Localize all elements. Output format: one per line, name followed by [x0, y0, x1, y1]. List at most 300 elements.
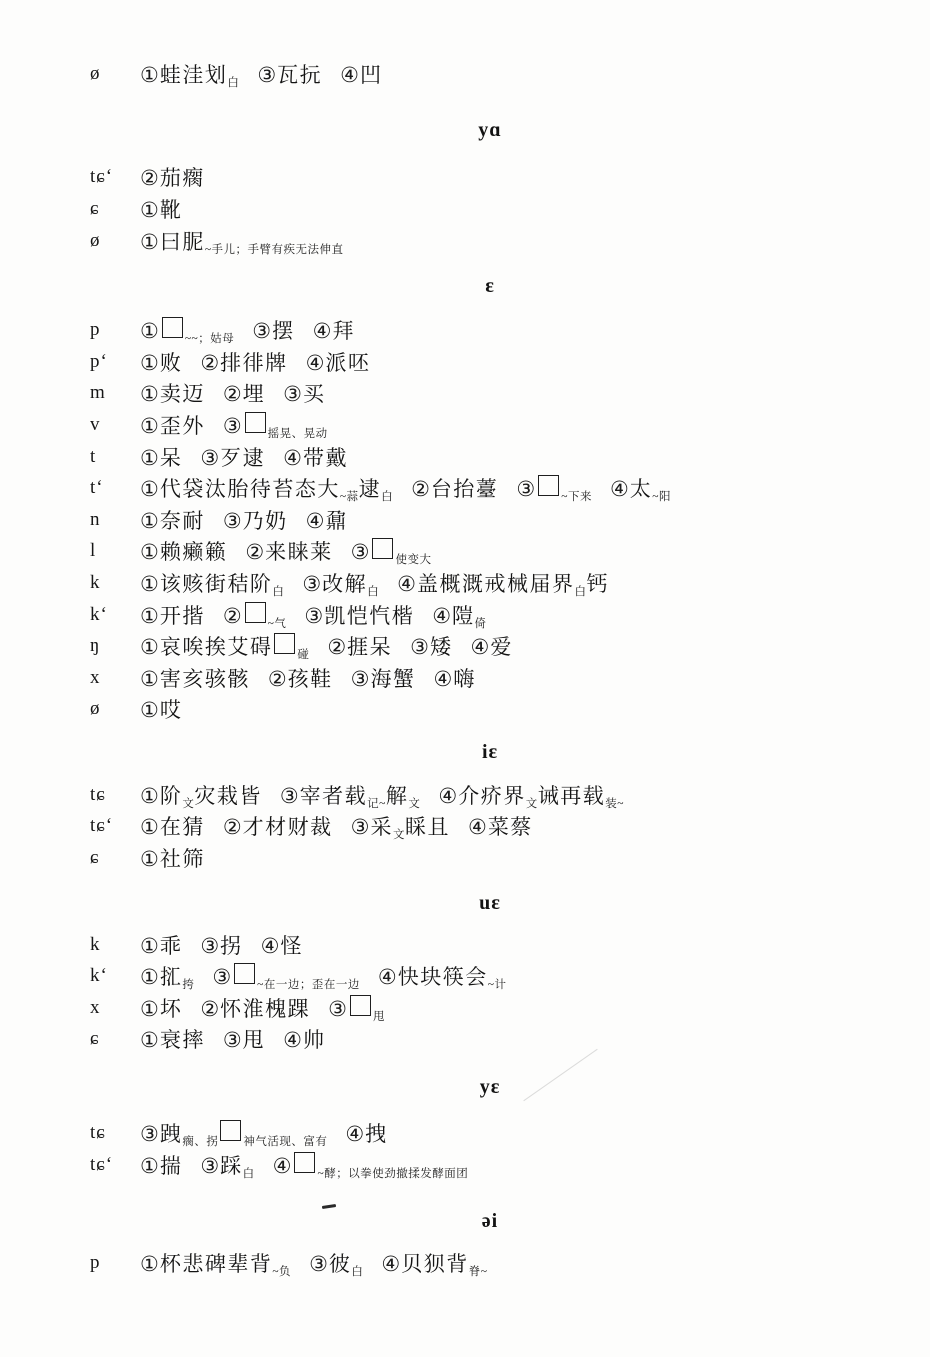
- tone-number: ①: [140, 477, 159, 502]
- entry-annotation: 神气活现、富有: [243, 1136, 328, 1149]
- tone-entry: [313, 315, 355, 345]
- initial-label: tʻ: [90, 477, 104, 499]
- entry-row: [90, 193, 890, 225]
- entry-characters: 灾栽皆: [194, 783, 262, 808]
- tone-number: ③: [350, 815, 370, 840]
- tone-number: ④: [381, 1252, 401, 1277]
- tone-entry: [140, 410, 205, 440]
- entry-characters: 矮: [429, 635, 453, 660]
- tone-number: ③: [200, 445, 220, 470]
- initial-label: k: [90, 933, 101, 955]
- initial-label: tɕ: [90, 783, 106, 805]
- tone-entry: [223, 811, 333, 841]
- tone-entry: [140, 162, 205, 192]
- tone-entry: [140, 568, 284, 598]
- entry-row: [90, 378, 890, 410]
- tone-entry: [432, 600, 486, 630]
- entry-annotation: 白: [381, 491, 394, 504]
- tone-entry: [140, 930, 182, 960]
- entry-row: [90, 409, 890, 441]
- entry-row: [90, 960, 890, 992]
- entry-annotation: 使变大: [395, 554, 432, 567]
- entry-annotation: 挎: [182, 979, 195, 992]
- tone-number: ③: [222, 508, 242, 533]
- initial-label: tɕʻ: [90, 815, 114, 837]
- entry-characters: 害亥骇骸: [159, 666, 250, 691]
- entry-annotation: 白: [351, 1266, 364, 1279]
- undetermined-character-box: [294, 1152, 315, 1173]
- entry-characters: 揣: [159, 1153, 183, 1178]
- undetermined-character-box: [234, 963, 255, 984]
- entry-characters: 排徘牌: [220, 350, 288, 375]
- entry-row: [90, 779, 890, 811]
- tone-number: ①: [140, 382, 159, 407]
- tone-entry: [140, 663, 250, 693]
- tone-number: ④: [438, 783, 458, 808]
- entry-characters: 怪: [280, 933, 303, 958]
- entry-annotation: 文: [392, 829, 405, 842]
- tone-entry: [283, 378, 325, 408]
- tone-number: ①: [140, 1153, 159, 1178]
- initial-label: ɕ: [90, 197, 100, 219]
- tone-entry: [306, 347, 371, 377]
- tone-number: ①: [140, 319, 159, 344]
- tone-number: ④: [432, 603, 452, 628]
- tone-entry: [140, 1150, 182, 1180]
- entry-characters: 买: [302, 382, 326, 407]
- initial-label: x: [90, 996, 101, 1018]
- entry-characters: 改解: [322, 571, 368, 596]
- undetermined-character-box: [220, 1120, 241, 1141]
- entry-row: [90, 599, 890, 631]
- entry-characters: 衰摔: [159, 1028, 205, 1053]
- tone-entry: [252, 315, 294, 345]
- tone-entry: [410, 631, 452, 661]
- tone-number: ①: [140, 666, 159, 691]
- entry-row: [90, 162, 890, 194]
- tone-number: ③: [200, 1153, 220, 1178]
- tone-entry: [140, 317, 235, 346]
- entry-annotation: ~气: [267, 617, 287, 630]
- entry-characters: 哀唉挨艾碍: [159, 635, 273, 660]
- entry-characters: 败: [159, 350, 183, 375]
- tone-number: ④: [609, 477, 629, 502]
- entry-row: [90, 630, 890, 662]
- entry-annotation: 白: [574, 585, 587, 598]
- entry-characters: 嗨: [453, 666, 476, 691]
- entry-characters: 盖概溉戒械届界: [416, 571, 575, 596]
- tone-number: ③: [283, 382, 302, 407]
- tone-number: ①: [140, 635, 159, 660]
- tone-number: ③: [328, 996, 347, 1021]
- tone-number: ①: [140, 350, 159, 375]
- entry-characters: 开揩: [159, 603, 205, 628]
- tone-number: ①: [140, 229, 159, 254]
- entry-annotation: ~阳: [652, 491, 672, 504]
- entry-annotation: ~酵；以拳使劲撤揉发酵面团: [317, 1167, 469, 1180]
- tone-number: ④: [470, 635, 490, 660]
- entry-characters: 孩鞋: [287, 666, 333, 691]
- entry-characters: 跩: [159, 1122, 183, 1147]
- tone-entry: [304, 600, 414, 630]
- entry-annotation: 脊~: [468, 1266, 488, 1279]
- tone-entry: [283, 1024, 325, 1054]
- tone-entry: [350, 538, 432, 567]
- entry-characters: 曰胒: [159, 229, 205, 254]
- tone-entry: [140, 1024, 205, 1054]
- entry-row: [90, 225, 890, 257]
- tone-entry: [302, 568, 379, 598]
- entry-characters: 来睐莱: [265, 540, 333, 565]
- initial-label: tɕʻ: [90, 166, 114, 188]
- tone-entry: [140, 442, 182, 472]
- tone-number: ②: [267, 666, 287, 691]
- entry-annotation: ~在一边；歪在一边: [257, 979, 360, 992]
- tone-entry: [140, 961, 194, 991]
- tone-number: ④: [397, 571, 416, 596]
- initial-label: x: [90, 666, 101, 688]
- tone-number: ③: [257, 62, 277, 87]
- entry-characters: 呆: [159, 445, 183, 470]
- entry-row: [90, 441, 890, 473]
- entry-row: [90, 694, 890, 726]
- tone-number: ④: [377, 965, 397, 990]
- entry-row: [90, 842, 890, 874]
- tone-entry: [345, 1118, 387, 1148]
- tone-entry: [140, 473, 393, 503]
- initial-label: pʻ: [90, 350, 108, 372]
- entry-characters: 杯悲碑辈背: [159, 1252, 273, 1277]
- tone-entry: [223, 378, 265, 408]
- entry-characters: 帅: [302, 1028, 326, 1053]
- tone-entry: [140, 993, 182, 1023]
- entry-characters: 拐: [220, 933, 243, 958]
- entry-characters: 采: [370, 815, 393, 840]
- undetermined-character-box: [538, 475, 559, 496]
- entry-characters: 赖癞籁: [159, 540, 228, 565]
- tone-number: ④: [272, 1153, 292, 1178]
- entry-characters: 宰者载: [299, 783, 368, 808]
- tone-number: ②: [411, 477, 430, 502]
- tone-number: ③: [350, 540, 370, 565]
- entry-characters: 茄瘸: [159, 166, 205, 191]
- tone-entry: [140, 59, 239, 89]
- tone-entry: [397, 568, 609, 598]
- tone-entry: [257, 59, 322, 89]
- entry-characters: 拽: [365, 1122, 388, 1147]
- entry-characters: 㧟: [159, 965, 183, 990]
- tone-number: ③: [140, 1122, 159, 1147]
- rime-section-header: iɛ: [481, 741, 499, 764]
- tone-number: ④: [283, 1028, 302, 1053]
- tone-entry: [140, 694, 182, 724]
- tone-number: ②: [222, 603, 242, 628]
- tone-number: ②: [222, 382, 242, 407]
- entry-characters: 哎: [159, 698, 183, 723]
- entry-characters: 鼐: [325, 508, 348, 533]
- tone-entry: [261, 930, 303, 960]
- tone-number: ②: [200, 350, 220, 375]
- tone-number: ①: [140, 815, 159, 840]
- tone-number: ①: [140, 1252, 159, 1277]
- tone-number: ④: [345, 1122, 365, 1147]
- tone-number: ④: [283, 445, 302, 470]
- tone-entry: [140, 600, 205, 630]
- entry-characters: 快块筷会: [397, 965, 488, 990]
- rime-section-header: uɛ: [479, 891, 501, 914]
- rime-section-header: yɛ: [479, 1076, 501, 1099]
- tone-entry: [351, 663, 416, 693]
- tone-number: ③: [304, 603, 324, 628]
- entry-characters: 歪外: [159, 413, 205, 438]
- tone-entry: [378, 961, 507, 991]
- entry-row: [90, 314, 890, 346]
- tone-number: ①: [140, 603, 159, 628]
- tone-number: ③: [212, 965, 232, 990]
- tone-entry: [328, 995, 385, 1021]
- initial-label: k: [90, 571, 101, 593]
- entry-characters: 菜蔡: [487, 815, 533, 840]
- initial-label: ŋ: [90, 635, 101, 657]
- entry-annotation: 碰: [297, 649, 310, 662]
- initial-label: kʻ: [90, 965, 108, 987]
- entry-characters: 解: [385, 783, 409, 808]
- entry-row: [90, 1149, 890, 1181]
- entry-row: [90, 58, 890, 90]
- undetermined-character-box: [245, 602, 266, 623]
- entry-annotation: ~下来: [561, 491, 592, 504]
- tone-number: ④: [312, 319, 332, 344]
- entry-characters: 卖迈: [159, 382, 205, 407]
- undetermined-character-box: [162, 317, 183, 338]
- tone-entry: [268, 663, 333, 693]
- tone-entry: [438, 780, 624, 810]
- entry-annotation: 记~: [367, 797, 386, 810]
- tone-entry: [140, 811, 205, 841]
- entry-characters: 诫再载: [537, 783, 606, 808]
- tone-number: ③: [302, 571, 322, 596]
- entry-characters: 该赅街秸阶: [159, 571, 273, 596]
- tone-entry: [340, 59, 382, 89]
- rime-section-header: ɛ: [485, 275, 495, 298]
- tone-entry: [351, 811, 450, 841]
- tone-number: ③: [279, 783, 299, 808]
- entry-row: [90, 929, 890, 961]
- undetermined-character-box: [372, 538, 393, 559]
- tone-entry: [140, 536, 227, 566]
- tone-entry: [140, 194, 182, 224]
- tone-number: ①: [140, 996, 159, 1021]
- tone-entry: [140, 843, 205, 873]
- entry-characters: 派呸: [325, 350, 371, 375]
- entry-characters: 代袋汰胎待苔态大: [159, 477, 340, 502]
- initial-label: ø: [90, 698, 101, 720]
- rime-section-header: yɑ: [478, 118, 502, 141]
- tone-entry: [223, 1024, 265, 1054]
- entry-characters: 睬且: [404, 815, 450, 840]
- tone-number: ②: [140, 166, 159, 191]
- tone-number: ③: [252, 319, 272, 344]
- tone-number: ④: [305, 508, 325, 533]
- tone-entry: [140, 505, 205, 535]
- entry-characters: 瓦抏: [277, 62, 323, 87]
- initial-label: p: [90, 1252, 101, 1274]
- entry-characters: 海蟹: [370, 666, 416, 691]
- entry-characters: 拜: [332, 319, 355, 344]
- tone-number: ③: [222, 1028, 242, 1053]
- entry-characters: 埋: [242, 382, 266, 407]
- tone-entry: [140, 631, 309, 661]
- entry-characters: 坏: [159, 996, 183, 1021]
- tone-entry: [433, 663, 475, 693]
- entry-characters: 逮: [358, 477, 382, 502]
- entry-annotation: ~负: [272, 1266, 292, 1279]
- tone-number: ③: [410, 635, 429, 660]
- tone-number: ③: [516, 477, 536, 502]
- tone-number: ①: [140, 571, 159, 596]
- tone-number: ①: [140, 508, 159, 533]
- tone-number: ④: [433, 666, 453, 691]
- entry-annotation: ~蒜: [339, 491, 359, 504]
- entry-characters: 太: [629, 477, 653, 502]
- tone-number: ①: [140, 847, 159, 872]
- entry-characters: 凯恺忾楷: [324, 603, 415, 628]
- entry-row: [90, 504, 890, 536]
- entry-annotation: 白: [367, 585, 380, 598]
- tone-entry: [140, 378, 205, 408]
- rime-section-header: əi: [481, 1210, 499, 1233]
- entry-row: [90, 567, 890, 599]
- undetermined-character-box: [245, 412, 266, 433]
- entry-characters: 在猜: [159, 815, 205, 840]
- entry-annotation: 白: [272, 585, 285, 598]
- tone-number: ①: [140, 197, 159, 222]
- tone-number: ①: [140, 445, 159, 470]
- page-content: [0, 58, 930, 1279]
- tone-number: ①: [140, 413, 159, 438]
- tone-entry: [140, 780, 262, 810]
- entry-characters: 贝狈背: [401, 1252, 469, 1277]
- entry-characters: 凹: [359, 62, 383, 87]
- entry-characters: 阶: [159, 783, 183, 808]
- entry-row: [90, 472, 890, 504]
- entry-characters: 才材财裁: [242, 815, 333, 840]
- entry-characters: 钙: [586, 571, 609, 596]
- tone-entry: [140, 1248, 291, 1278]
- entry-characters: 歹逮: [220, 445, 266, 470]
- tone-number: ③: [200, 933, 220, 958]
- tone-number: ②: [222, 815, 242, 840]
- tone-entry: [200, 442, 265, 472]
- tone-number: ③: [222, 413, 242, 438]
- entry-row: [90, 992, 890, 1024]
- tone-entry: [309, 1248, 363, 1278]
- tone-number: ①: [140, 62, 159, 87]
- tone-number: ④: [260, 933, 280, 958]
- tone-entry: [283, 442, 348, 472]
- entry-characters: 社筛: [159, 847, 205, 872]
- tone-number: ②: [200, 996, 220, 1021]
- initial-label: l: [90, 540, 97, 562]
- tone-entry: [411, 473, 498, 503]
- entry-annotation: 文: [182, 797, 195, 810]
- entry-characters: 捱呆: [347, 635, 393, 660]
- entry-characters: 靴: [159, 197, 183, 222]
- tone-entry: [200, 993, 310, 1023]
- entry-characters: 爱: [490, 635, 513, 660]
- entry-characters: 蛙洼划: [159, 62, 228, 87]
- tone-entry: [280, 780, 421, 810]
- tone-entry: [470, 631, 512, 661]
- tone-entry: [381, 1248, 487, 1278]
- tone-number: ②: [327, 635, 347, 660]
- initial-label: p: [90, 319, 101, 341]
- tone-entry: [223, 602, 287, 628]
- tone-entry: [223, 505, 288, 535]
- tone-number: ①: [140, 698, 159, 723]
- tone-entry: [140, 347, 182, 377]
- entry-annotation: ~计: [487, 979, 507, 992]
- tone-number: ③: [350, 666, 370, 691]
- tone-entry: [140, 1118, 327, 1148]
- entry-row: [90, 346, 890, 378]
- tone-entry: [140, 226, 344, 256]
- initial-label: m: [90, 382, 106, 404]
- initial-label: kʻ: [90, 603, 108, 625]
- entry-characters: 乖: [159, 933, 183, 958]
- entry-row: [90, 811, 890, 843]
- entry-characters: 隑: [452, 603, 475, 628]
- initial-label: v: [90, 413, 101, 435]
- entry-annotation: 白: [242, 1167, 255, 1180]
- tone-entry: [212, 963, 360, 992]
- entry-characters: 甩: [242, 1028, 266, 1053]
- entry-characters: 奈耐: [159, 508, 205, 533]
- undetermined-character-box: [274, 633, 295, 654]
- tone-entry: [327, 631, 392, 661]
- tone-number: ④: [305, 350, 325, 375]
- entry-annotation: 甩: [372, 1010, 385, 1023]
- entry-characters: 踩: [220, 1153, 243, 1178]
- tone-number: ①: [140, 1028, 159, 1053]
- tone-number: ①: [140, 783, 159, 808]
- entry-characters: 彼: [328, 1252, 352, 1277]
- tone-entry: [468, 811, 533, 841]
- tone-entry: [610, 473, 671, 503]
- initial-label: t: [90, 445, 97, 467]
- tone-entry: [200, 930, 242, 960]
- tone-entry: [245, 536, 332, 566]
- entry-row: [90, 1024, 890, 1056]
- entry-characters: 带戴: [302, 445, 348, 470]
- entry-row: [90, 662, 890, 694]
- tone-entry: [273, 1152, 469, 1178]
- entry-row: [90, 536, 890, 568]
- entry-characters: 摆: [272, 319, 295, 344]
- tone-entry: [200, 1150, 254, 1180]
- entry-annotation: ~~；姑母: [184, 333, 235, 346]
- entry-characters: 怀淮槐踝: [220, 996, 311, 1021]
- initial-label: ø: [90, 62, 101, 84]
- tone-entry: [306, 505, 348, 535]
- initial-label: n: [90, 508, 101, 530]
- entry-row: [90, 1247, 890, 1279]
- tone-entry: [516, 475, 592, 504]
- entry-annotation: 文: [525, 797, 538, 810]
- tone-entry: [200, 347, 287, 377]
- initial-label: tɕʻ: [90, 1153, 114, 1175]
- undetermined-character-box: [350, 995, 371, 1016]
